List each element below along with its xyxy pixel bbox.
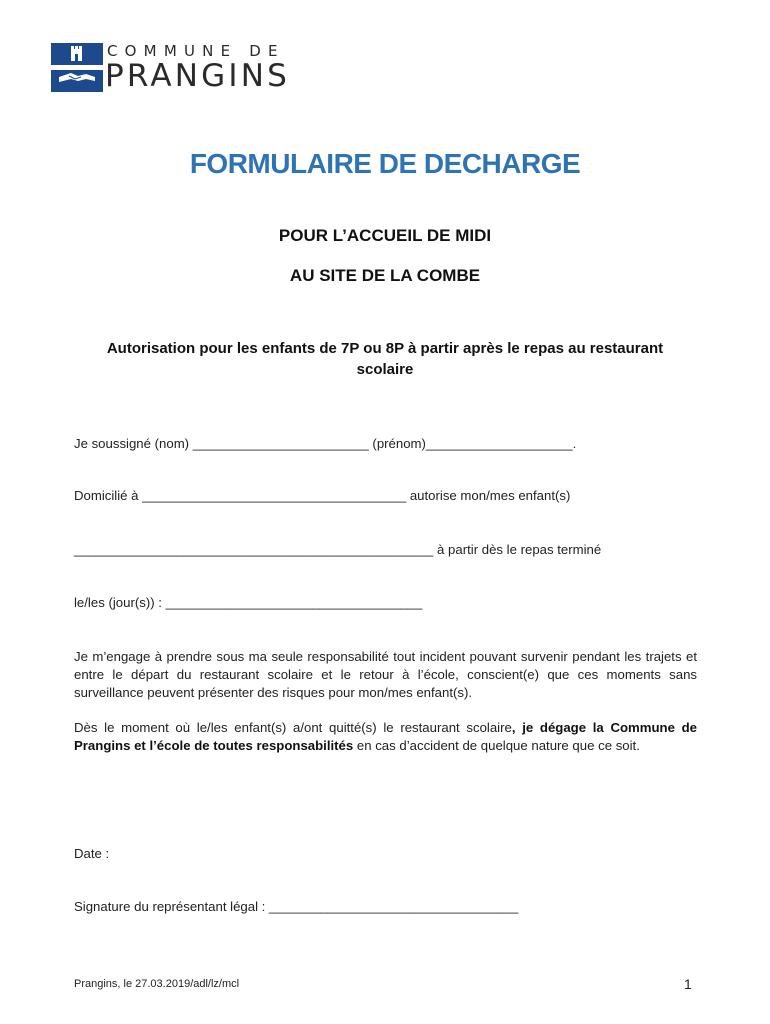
days-line: le/les (jour(s)) : ___________________________________ <box>74 595 423 610</box>
subtitle-site: AU SITE DE LA COMBE <box>289 266 481 285</box>
signature-line: Signature du représentant légal : __________________________________ <box>74 899 519 914</box>
footer-reference: Prangins, le 27.03.2019/adl/lz/mcl <box>74 978 240 990</box>
logo-text-commune: COMMUNE DE <box>107 42 285 60</box>
discharge-paragraph <box>74 719 697 755</box>
discharge-text-end: en cas d’accident de quelque nature que ce soit. <box>353 738 640 753</box>
commune-logo <box>51 43 341 95</box>
child-line: _________________________________________________ à partir dès le repas terminé <box>74 542 602 557</box>
discharge-text-bold: , je dégage la Commune de Prangins et l’école de toutes responsabilités <box>74 720 698 753</box>
name-line: Je soussigné (nom) ________________________ (prénom)____________________. <box>74 436 577 451</box>
prangins-crest-icon <box>51 43 103 92</box>
authorization-heading: Autorisation pour les enfants de 7P ou 8P à partir après le repas au restaurant scolaire <box>106 340 664 378</box>
subtitle-accueil: POUR L’ACCUEIL DE MIDI <box>278 226 492 245</box>
discharge-text-start: Dès le moment où le/les enfant(s) a/ont quitté(s) le restaurant scolaire <box>74 720 512 735</box>
form-title: FORMULAIRE DE DECHARGE <box>189 148 581 179</box>
domicile-line: Domicilié à ____________________________________ autorise mon/mes enfant(s) <box>74 488 571 503</box>
date-label: Date : <box>74 846 110 861</box>
responsibility-paragraph: Je m’engage à prendre sous ma seule responsabilité tout incident pouvant survenir pendant les trajets et entre le départ du restaurant scolaire et le retour à l’école, conscient(e) que ces moments sans surveillance peuvent présenter des risques pour mon/mes enfant(s). <box>74 649 697 700</box>
logo-text-prangins: PRANGINS <box>105 58 291 94</box>
page-number: 1 <box>684 976 692 992</box>
